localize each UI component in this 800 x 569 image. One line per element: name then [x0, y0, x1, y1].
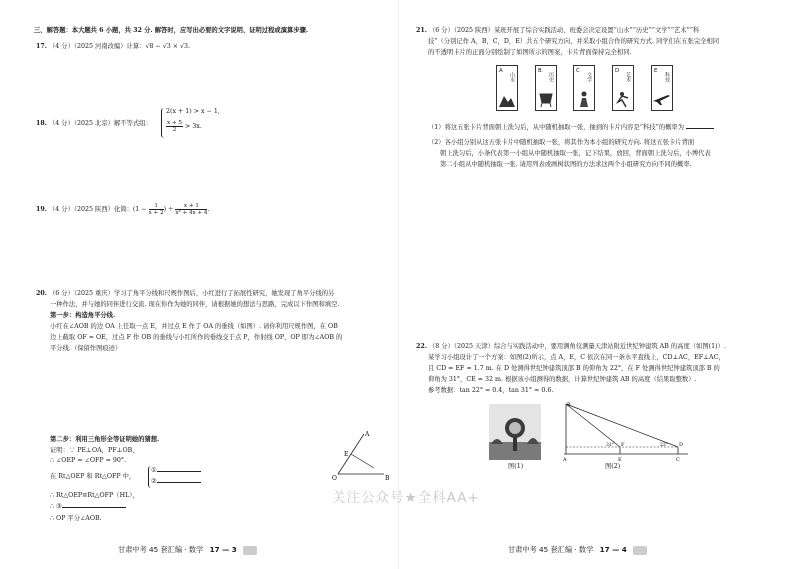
- label-D: D: [679, 442, 684, 448]
- right-footer: [508, 545, 647, 555]
- q21-sub1: [428, 124, 714, 133]
- q18-meta: （4 分）（2025 北京）: [48, 120, 114, 127]
- card-C: [573, 65, 595, 111]
- q20-meta: （6 分）（2025 重庆）: [48, 290, 114, 297]
- question-20: [36, 290, 334, 299]
- card-D-label: 艺术: [625, 72, 631, 82]
- q20-line2: 一种作法，并与她的同伴进行交流. 现在你作为她的同伴，请根据她的想法与思路，完成以下作图和填空.: [50, 301, 340, 308]
- q20-step1-line3: 平分线.（保留作图痕迹）: [50, 345, 122, 352]
- q21-line3: 的不透明卡片的正面分别绘制了如图所示的图案，卡片背面保持完全相同.: [428, 49, 632, 56]
- card-E: [651, 65, 673, 111]
- card-A-label: 山水: [509, 72, 515, 82]
- q20-step1: 第一步：构造角平分线.: [50, 312, 116, 319]
- q21-number: 21.: [416, 27, 427, 34]
- label-B: B: [385, 475, 390, 482]
- footer-emblem-icon: [633, 546, 647, 555]
- question-18: [36, 120, 152, 129]
- q20-line1: 学习了角平分线和尺规作图后，小红进行了拓展性研究，她发现了角平分线的另: [113, 290, 335, 297]
- card-A: [496, 65, 518, 111]
- card-B-letter: B: [538, 68, 542, 74]
- geometry-figure-2: [560, 398, 690, 462]
- q22-line5: 参考数据：tan 22° ≈ 0.4，tan 31° ≈ 0.6.: [428, 387, 554, 394]
- q18-frac-den: 2: [172, 127, 177, 133]
- clock-tower-photo: [489, 404, 541, 460]
- blank-2-line[interactable]: [157, 482, 201, 483]
- label-B: B: [567, 402, 571, 408]
- q17-text: 计算：√8 − √3 × √3.: [126, 43, 191, 50]
- right-footer-title: 甘肃中考 45 套汇编 · 数学: [508, 545, 594, 554]
- q20-number: 20.: [36, 290, 47, 297]
- footer-emblem-icon: [243, 546, 257, 555]
- blank-3-line[interactable]: [62, 507, 126, 508]
- q22-line1: 综合与实践活动中，要用测角仪测量天津站附近世纪钟建筑 AB 的高度（如图(1)）.: [493, 343, 726, 350]
- q18-number: 18.: [36, 120, 47, 127]
- mountain-icon: [498, 90, 516, 108]
- label-C: C: [676, 457, 680, 462]
- q19-expr-b: ) ÷: [163, 206, 174, 213]
- q20-proof-5: [50, 503, 126, 512]
- q22-line4: 仰角为 31°，CE = 32 m. 根据该小组测得的数据，计算世纪钟建筑 AB 的高度（结果取整数）.: [428, 376, 697, 383]
- q19-f2-den: x² + 4x + 4: [175, 210, 208, 216]
- q22-number: 22.: [416, 343, 427, 350]
- label-O: O: [332, 475, 337, 482]
- fig2-caption: 图(2): [605, 463, 621, 470]
- blank-1-label: ①: [151, 467, 157, 474]
- q21-sub2-line2: 朝上洗匀后，小条代表第一小组从中随机抽取一张，记下结果，放回，背面朝上洗匀后，小博代表: [440, 150, 711, 157]
- section-header: 三、解答题：本大题共 6 小题，共 32 分. 解答时，应写出必要的文字说明、证明过程或演算步骤.: [34, 27, 309, 34]
- airplane-icon: [652, 92, 671, 106]
- question-22: [416, 343, 726, 352]
- angle-31: 31°: [606, 443, 614, 448]
- right-page: [400, 0, 800, 569]
- angle-22: 22°: [660, 443, 668, 448]
- q18-fraction: [166, 120, 183, 133]
- sight-line-D: [566, 404, 678, 447]
- dancer-icon: [614, 90, 632, 108]
- q20-blank-2: [151, 478, 201, 487]
- card-D: [612, 65, 634, 111]
- q21-meta: （6 分）（2025 陕西）: [428, 27, 494, 34]
- card-E-letter: E: [654, 68, 658, 74]
- perpendicular-E: [351, 454, 374, 468]
- q17-number: 17.: [36, 43, 47, 50]
- q21-sub2-line3: 第二小组从中随机抽取一张. 请用列表或画树状图的方法求这两个小组研究方向不同的概率.: [440, 161, 692, 168]
- q19-expr-a: (1 −: [132, 206, 147, 213]
- q22-line2: 某学习小组设计了一个方案：如图(2)所示，点 A，E，C 依次在同一条水平直线上，CD⊥AC，EF⊥AC，: [428, 354, 725, 361]
- q18-brace: [161, 108, 164, 138]
- watermark: 关注公众号★全科AA+: [332, 490, 480, 506]
- label-A: A: [365, 431, 370, 438]
- label-E: E: [618, 457, 622, 462]
- card-B: [535, 65, 557, 111]
- card-E-label: 科技: [664, 72, 670, 82]
- card-C-label: 文学: [586, 72, 592, 82]
- bronze-vessel-icon: [537, 90, 555, 108]
- q20-proof-1: 证明：∵ PE⊥OA，PF⊥OB，: [50, 447, 139, 454]
- q21-sub2-line1: （2）各小组分别从这五张卡片中随机抽取一张，将其作为本小组的研究方向. 将这五张卡片背面: [428, 139, 695, 146]
- right-footer-page: 17 — 4: [599, 545, 627, 554]
- card-A-letter: A: [499, 68, 503, 74]
- q19-f2-num: x + 1: [175, 203, 207, 210]
- sight-line-F: [566, 404, 620, 447]
- q17-meta: （4 分）（2025 河南改编）: [48, 43, 127, 50]
- q20-blank-1: [151, 467, 201, 476]
- poet-figure-icon: [575, 90, 593, 108]
- q20-step1-line2: 边上截取 OF = OE，过点 F 作 OB 的垂线与小红所作的垂线交于点 P，作射线 OP，OP 即为∠AOB 的: [50, 334, 343, 341]
- left-footer-title: 甘肃中考 45 套汇编 · 数学: [118, 545, 204, 554]
- q20-step1-line1: 小红在∠AOB 的边 OA 上任取一点 E，并过点 E 作了 OA 的垂线（如图）. 请你利用尺规作图，在 OB: [50, 323, 338, 330]
- card-D-letter: D: [615, 68, 620, 74]
- angle-diagram: [330, 428, 390, 484]
- q18-ineq2: [166, 120, 202, 133]
- q22-line3: 且 CD = EF = 1.7 m. 在 D 处测得世纪钟建筑顶部 B 的仰角为 22°，在 F 处测得世纪钟建筑顶部 B 的: [428, 365, 720, 372]
- question-21: [416, 27, 699, 36]
- q18-ineq2-tail: > 3x.: [184, 123, 202, 130]
- question-17: [36, 43, 190, 52]
- q20-proof-3: 在 Rt△OEP 和 Rt△OFP 中，: [50, 473, 136, 480]
- blank-2-label: ②: [151, 478, 157, 485]
- label-A: A: [563, 457, 567, 462]
- q22-meta: （8 分）（2025 天津）: [428, 343, 494, 350]
- question-19: [36, 203, 210, 216]
- q18-ineq1: 2(x + 1) > x − 1,: [166, 108, 220, 115]
- left-footer: [118, 545, 257, 555]
- blank-3-label: ∴ ③: [50, 503, 62, 510]
- clock-tower-icon: [489, 404, 541, 460]
- q20-step2: 第二步：利用三角形全等证明她的猜想.: [50, 436, 160, 443]
- q21-answer-blank[interactable]: [686, 128, 714, 129]
- card-C-letter: C: [576, 68, 580, 74]
- q19-text: 化简：: [113, 206, 133, 213]
- q19-fraction-2: [175, 203, 210, 216]
- q18-text: 解不等式组：: [113, 120, 152, 127]
- fig1-caption: 图(1): [508, 463, 524, 470]
- q19-meta: （4 分）（2025 陕西）: [48, 206, 114, 213]
- q21-sub1-text: （1）将这五张卡片背面朝上洗匀后，从中随机抽取一张，抽到的卡片内容是“科技”的概率为: [428, 124, 685, 131]
- q20-proof-4: ∴ Rt△OEP≌Rt△OFP（HL），: [50, 492, 139, 499]
- q19-number: 19.: [36, 206, 47, 213]
- q19-fraction-1: [149, 203, 164, 216]
- card-B-label: 历史: [548, 72, 554, 82]
- label-F: F: [621, 442, 625, 448]
- q18-frac-num: x + 5: [167, 120, 182, 126]
- q21-line1: 某班开展了综合实践活动，班委会决定设置“山水”“历史”“文学”“艺术”“科: [493, 27, 700, 34]
- page-divider: [398, 0, 399, 569]
- label-E: E: [344, 451, 349, 458]
- q19-f1-den: x + 2: [148, 210, 164, 216]
- q20-proof-6: ∴ OP 平分∠AOB.: [50, 515, 102, 522]
- q19-f1-num: 1: [149, 203, 164, 210]
- left-footer-page: 17 — 3: [209, 545, 237, 554]
- q20-proof-2: ∴ ∠OEP = ∠OFP = 90°.: [50, 457, 127, 464]
- q21-line2: 技”（分别记作 A，B，C，D，E）共五个研究方向，并采取小组合作的研究方式. 同学们在五张完全相同: [428, 38, 720, 45]
- q19-expr-end: .: [207, 206, 210, 213]
- blank-1-line[interactable]: [157, 471, 201, 472]
